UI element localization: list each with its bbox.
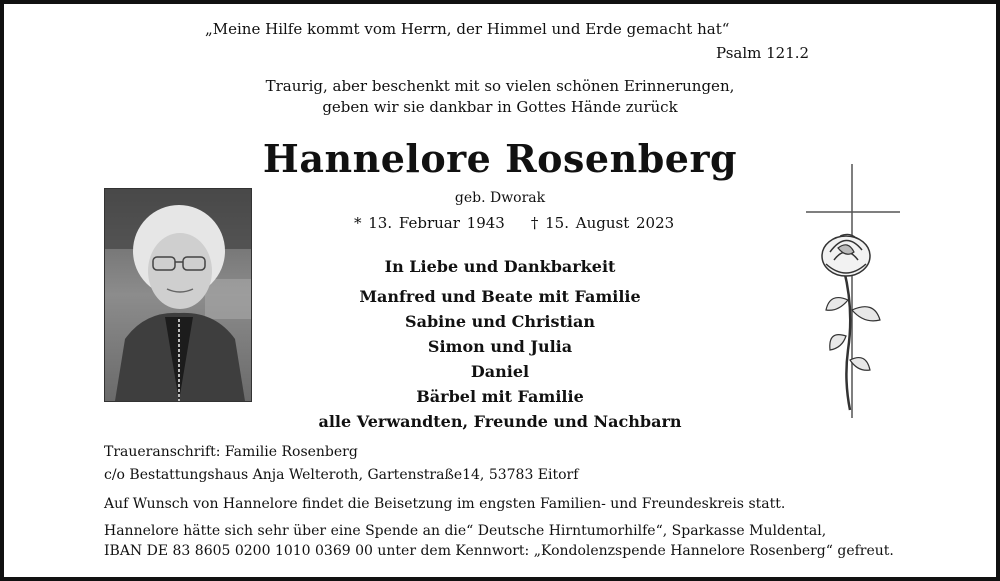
burial-note: Auf Wunsch von Hannelore findet die Beisetzung im engsten Familien- und Freundeskreis statt.	[104, 496, 786, 512]
intro-line-1: Traurig, aber beschenkt mit so vielen schönen Erinnerungen,	[265, 77, 735, 95]
death-date: † 15. August 2023	[530, 214, 675, 232]
mourner-line: Simon und Julia	[427, 337, 573, 356]
mourner-line: Daniel	[470, 362, 530, 381]
donation-line-2: IBAN DE 83 8605 0200 1010 0369 00 unter dem Kennwort: „Kondolenzspende Hannelore Rosenberg“ gefreut.	[104, 543, 894, 559]
life-dates	[354, 214, 674, 232]
maiden-name: geb. Dworak	[454, 190, 546, 206]
portrait-photo	[104, 188, 252, 402]
quote-source: Psalm 121.2	[716, 44, 810, 62]
mourner-line: Manfred und Beate mit Familie	[359, 287, 641, 306]
bible-quote: „Meine Hilfe kommt vom Herrn, der Himmel und Erde gemacht hat“	[205, 20, 730, 38]
portrait-image	[105, 189, 251, 401]
mourner-line: alle Verwandten, Freunde und Nachbarn	[318, 412, 682, 431]
cross-rose-drawing	[800, 160, 904, 422]
mourners-intro: In Liebe und Dankbarkeit	[384, 257, 616, 276]
cross-with-rose-icon	[800, 160, 904, 422]
funeral-address-line-2: c/o Bestattungshaus Anja Welteroth, Gartenstraße14, 53783 Eitorf	[104, 467, 579, 483]
donation-line-1: Hannelore hätte sich sehr über eine Spende an die“ Deutsche Hirntumorhilfe“, Sparkasse Muldental,	[104, 523, 827, 539]
deceased-name: Hannelore Rosenberg	[262, 136, 738, 181]
mourner-line: Bärbel mit Familie	[416, 387, 584, 406]
mourner-line: Sabine und Christian	[405, 312, 595, 331]
funeral-address-line-1: Traueranschrift: Familie Rosenberg	[104, 444, 358, 460]
intro-line-2: geben wir sie dankbar in Gottes Hände zurück	[322, 98, 678, 116]
birth-date: * 13. Februar 1943	[354, 214, 505, 232]
